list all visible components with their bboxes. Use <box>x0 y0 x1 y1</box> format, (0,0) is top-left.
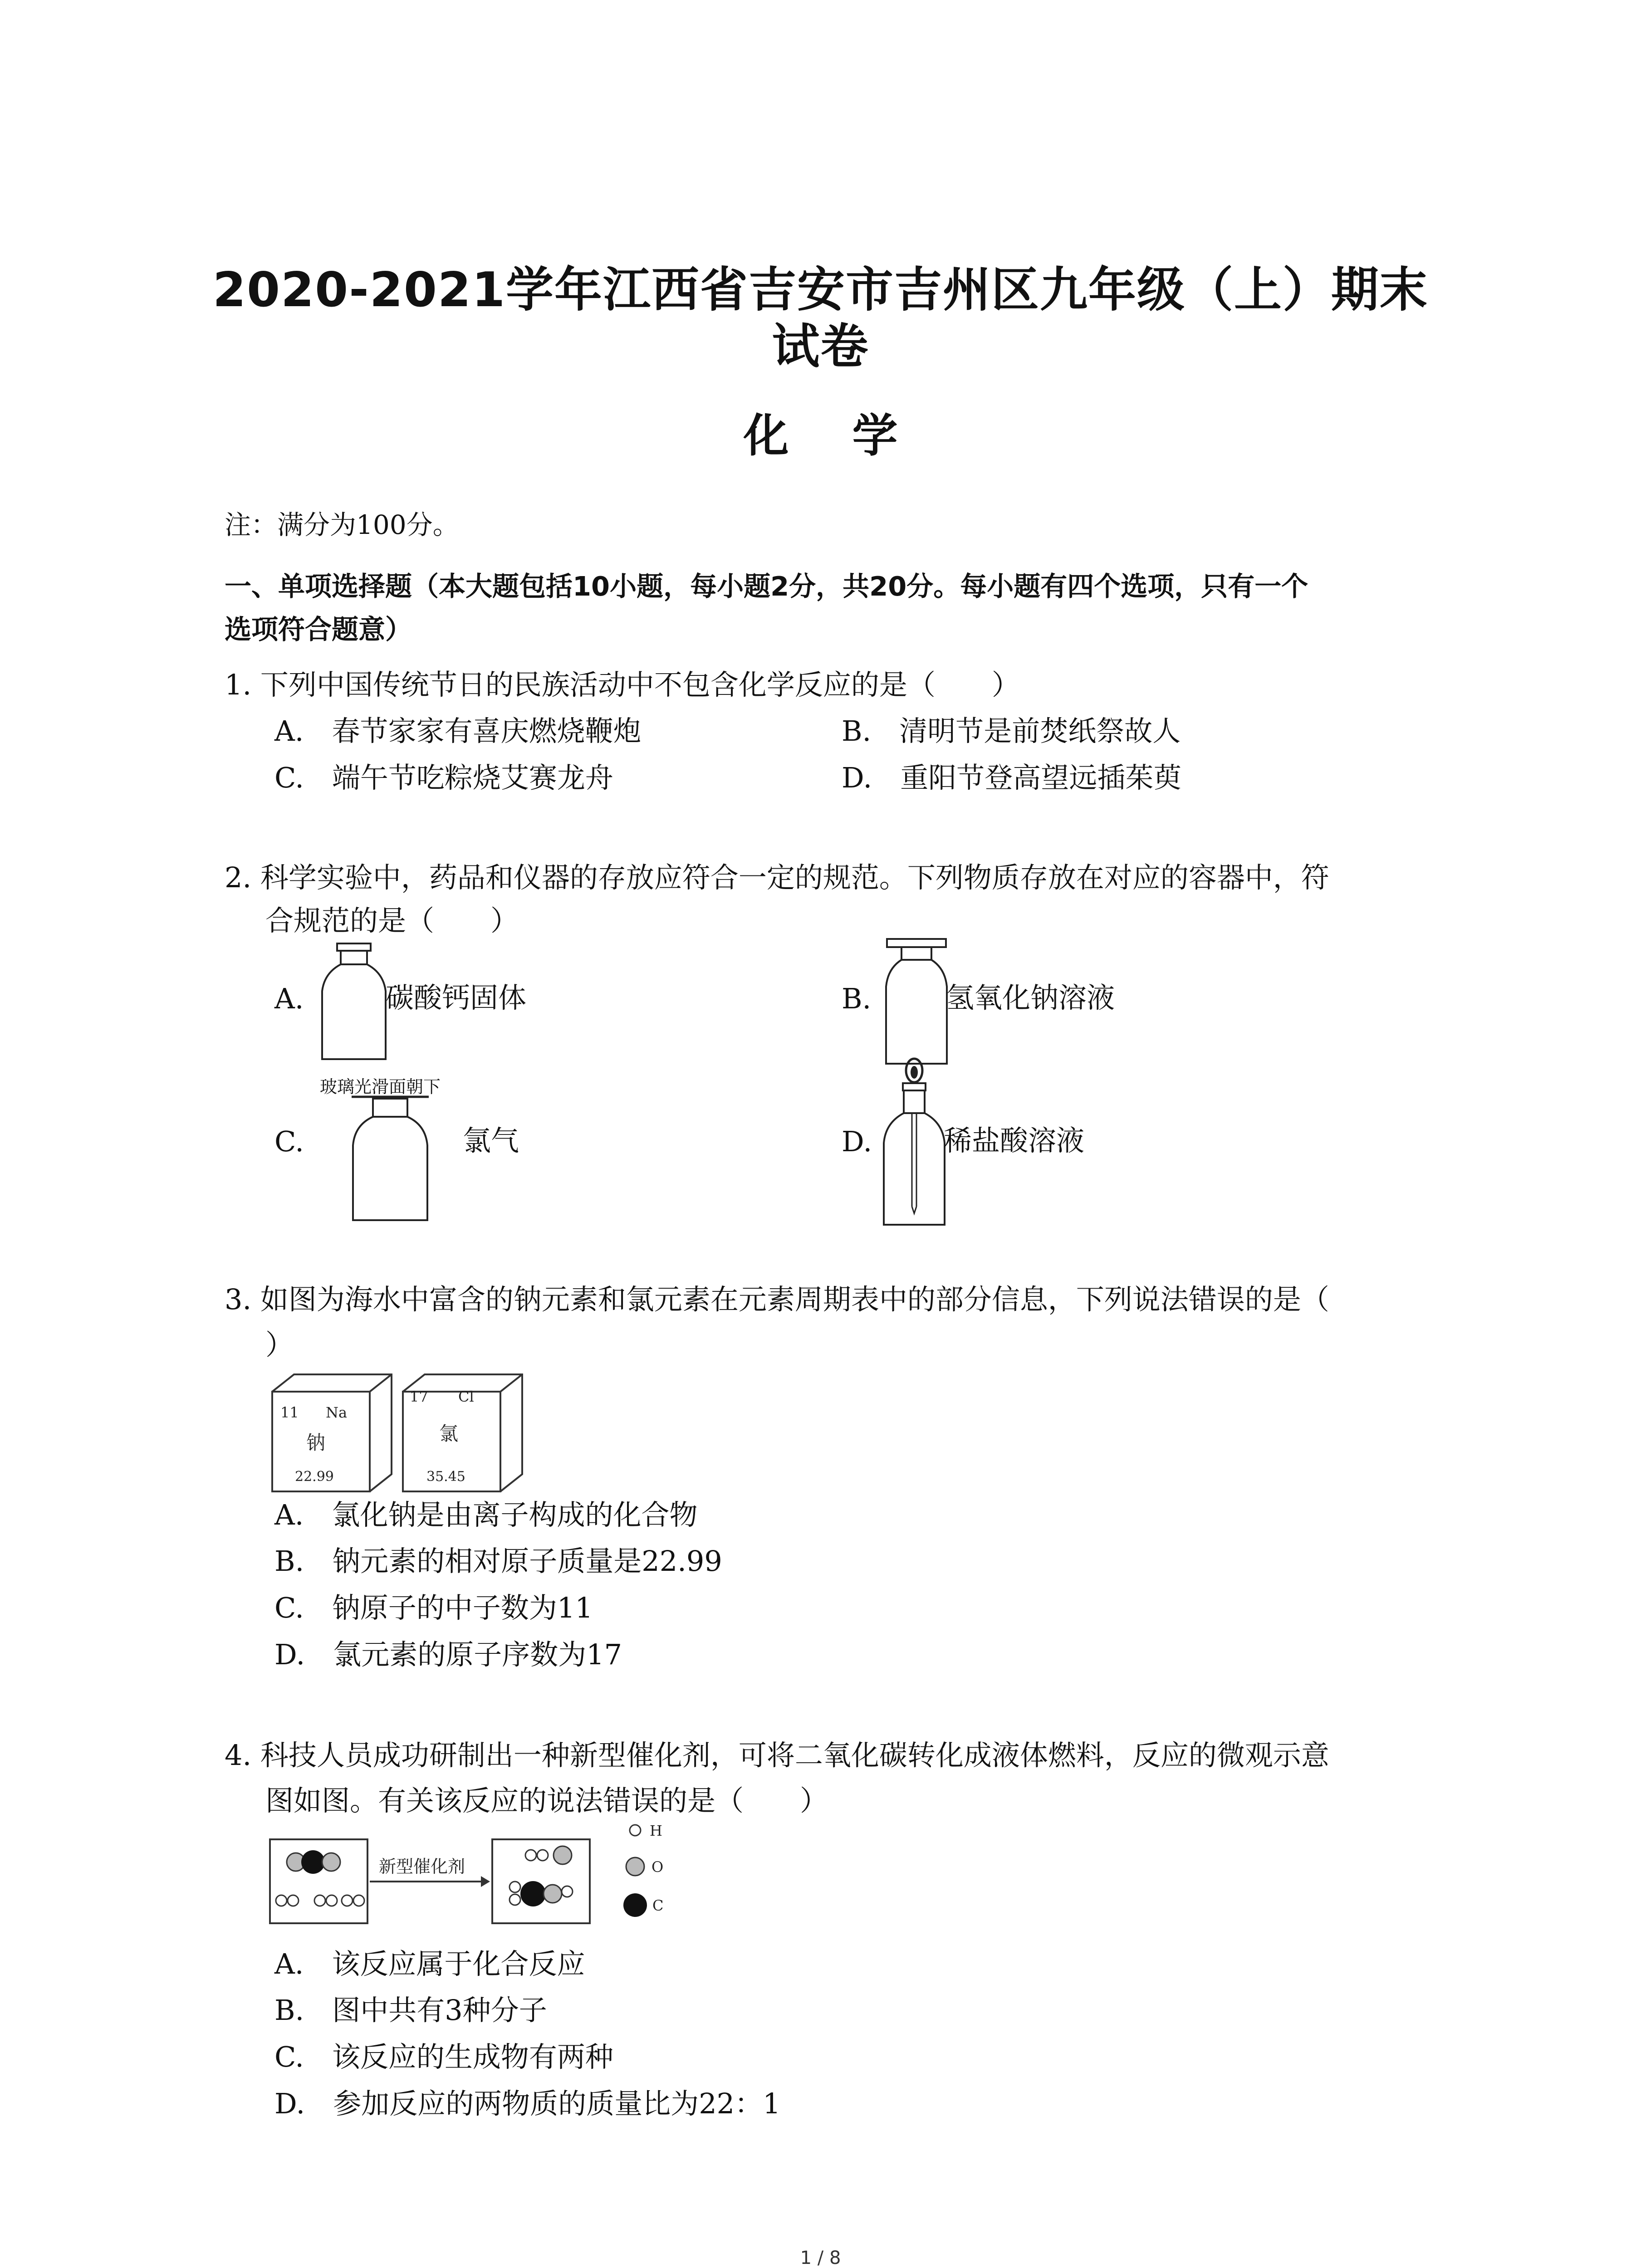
exam-title-line2: 试卷 <box>772 319 869 374</box>
page-number: 1 / 8 <box>800 2248 841 2268</box>
q2-stem-line2: 合规范的是（ ） <box>265 904 519 937</box>
q2-option-a-label: 碳酸钙固体 <box>386 981 527 1014</box>
q2-option-d-label: 稀盐酸溶液 <box>944 1124 1085 1157</box>
periodic-table-cells <box>268 1370 531 1497</box>
legend-carbon: C <box>652 1897 664 1914</box>
score-note: 注：满分为100分。 <box>225 509 459 540</box>
exam-title-line1: 2020-2021学年江西省吉安市吉州区九年级（上）期末 <box>212 262 1429 318</box>
q4-option-b: B. 图中共有3种分子 <box>274 1994 547 2027</box>
element-cell-chlorine <box>403 1374 522 1491</box>
q4-option-c: C. 该反应的生成物有两种 <box>274 2040 613 2073</box>
q3-option-c: C. 钠原子的中子数为11 <box>274 1591 593 1624</box>
q4-option-a: A. 该反应属于化合反应 <box>274 1947 585 1980</box>
sodium-symbol: Na <box>326 1404 348 1421</box>
q3-option-a: A. 氯化钠是由离子构成的化合物 <box>274 1498 698 1531</box>
q1-option-a: A. 春节家家有喜庆燃烧鞭炮 <box>274 714 642 748</box>
q1-option-c: C. 端午节吃粽烧艾赛龙舟 <box>274 761 613 794</box>
q2-option-c-label: 氯气 <box>463 1124 519 1157</box>
element-cell-sodium <box>272 1374 392 1491</box>
catalyst-label: 新型催化剂 <box>379 1857 465 1877</box>
reaction-micro-diagram <box>268 1819 676 1932</box>
q4-option-d: D. 参加反应的两物质的质量比为22：1 <box>274 2087 781 2120</box>
q2-option-b-label: 氢氧化钠溶液 <box>946 981 1115 1014</box>
section-heading-line2: 选项符合题意） <box>225 614 412 645</box>
q1-option-b: B. 清明节是前焚纸祭故人 <box>842 714 1181 748</box>
q2-stem-line1: 2. 科学实验中，药品和仪器的存放应符合一定的规范。下列物质存放在对应的容器中，符 <box>225 861 1329 894</box>
chlorine-atomic-number: 17 <box>410 1388 428 1405</box>
dropper-bottle-icon <box>876 1057 953 1229</box>
q2-option-c-letter: C. <box>274 1125 304 1158</box>
chlorine-atomic-mass: 35.45 <box>426 1469 465 1485</box>
section-heading-line1: 一、单项选择题（本大题包括10小题，每小题2分，共20分。每小题有四个选项，只有一个 <box>225 571 1308 602</box>
q1-option-d: D. 重阳节登高望远插茱萸 <box>842 761 1182 794</box>
sodium-atomic-number: 11 <box>280 1404 299 1421</box>
q2-option-d-letter: D. <box>842 1125 872 1158</box>
q3-stem-line2: ） <box>265 1328 294 1361</box>
subject-heading: 化学 <box>743 409 961 462</box>
sodium-atomic-mass: 22.99 <box>295 1469 334 1485</box>
q4-stem-line1: 4. 科技人员成功研制出一种新型催化剂，可将二氧化碳转化成液体燃料，反应的微观示意 <box>225 1739 1329 1772</box>
gas-collecting-bottle-icon <box>345 1093 436 1225</box>
chlorine-name: 氯 <box>439 1422 459 1445</box>
legend-oxygen: O <box>652 1858 664 1876</box>
q3-option-d: D. 氯元素的原子序数为17 <box>274 1638 622 1671</box>
q2-glass-plate-note: 玻璃光滑面朝下 <box>320 1077 441 1097</box>
q3-stem-line1: 3. 如图为海水中富含的钠元素和氯元素在元素周期表中的部分信息，下列说法错误的是（ <box>225 1283 1329 1316</box>
q2-option-b-letter: B. <box>842 982 872 1015</box>
chlorine-symbol: Cl <box>458 1388 474 1405</box>
wide-mouth-bottle-icon <box>315 941 392 1064</box>
legend-hydrogen: H <box>650 1822 662 1839</box>
narrow-mouth-bottle-icon <box>878 937 955 1068</box>
q2-option-a-letter: A. <box>274 982 304 1015</box>
q3-option-b: B. 钠元素的相对原子质量是22.99 <box>274 1545 722 1578</box>
q4-stem-line2: 图如图。有关该反应的说法错误的是（ ） <box>265 1784 828 1817</box>
q1-stem: 1. 下列中国传统节日的民族活动中不包含化学反应的是（ ） <box>225 668 1020 701</box>
sodium-name: 钠 <box>306 1432 326 1454</box>
